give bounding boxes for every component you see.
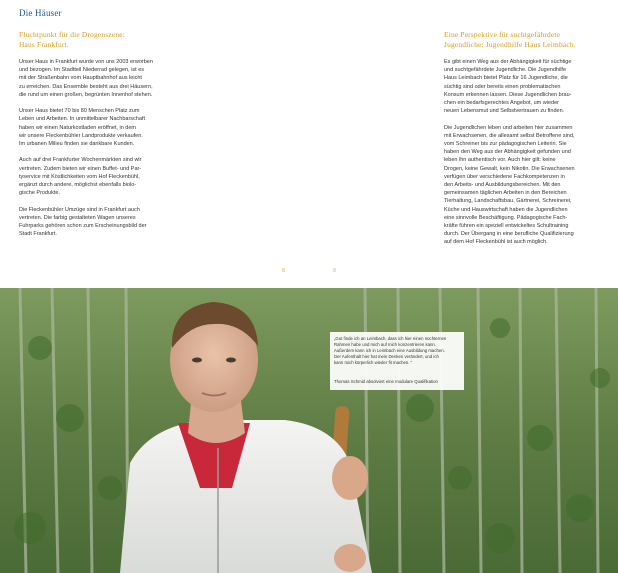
right-heading-line: Jugendliche: Jugendhilfe Haus Leimbach.	[444, 39, 576, 49]
left-paragraph: Die Fleckenbühler Umzüge sind in Frankfurt auch vertreten. Die farbig gestalteten Wagen unseres Fuhrparks gehören schon zum Erscheinungsbild der Stadt Frankfurt.	[19, 206, 147, 238]
page-number-right: 9	[333, 268, 336, 274]
right-paragraph: Es gibt einen Weg aus der Abhängigkeit für süchtige und suchtgefährdete Jugendliche. Die Jugendhilfe Haus Leimbach bietet Platz für 16 Jugendliche, die süchtig sind oder bereits einen problematischen Konsum erkennen lassen. Diese Jugendlichen brau- chen ein bedarfsgerechtes Angebot, um wieder neuen Lebensmut und Selbstvertrauen zu finden.	[444, 59, 572, 115]
left-paragraph: Auch auf drei Frankfurter Wochenmärkten sind wir vertreten. Zudem bieten wir einen Buffet- und Par- tyservice mit Köstlichkeiten vom Hof Fleckenbühl, ergänzt durch andere, möglichst ebenfalls biolo- gische Produkte.	[19, 157, 142, 197]
left-paragraph: Unser Haus in Frankfurt wurde von uns 2003 erworben und bezogen. Im Stadtteil Niederrad gelegen, ist es mit der Straßenbahn vom Hauptbahnhof aus leicht zu erreichen. Das Ensemble besteht aus drei Häusern, die rund um einen großen, begrünten Innenhof stehen.	[19, 59, 153, 98]
right-heading-line: Eine Perspektive für suchtgefährdete	[444, 30, 561, 39]
quote-box	[330, 332, 464, 390]
quote-caption: Thomas Schmid absolviert eine modulare Qualifikation	[334, 379, 438, 384]
photo-young-man-in-greenhouse	[0, 288, 618, 573]
left-heading-line: Haus Frankfurt.	[19, 39, 69, 49]
quote-text: „Gut finde ich an Leimbach, dass ich hier einen nüchternen Rahmen habe und mich auf mich konzentrieren kann. Außerdem kann ich in Leimbach eine Ausbildung machen. Der Aufenthalt hier hat mein Denken verändert, und ich kann mich körperlich wieder fit machen. “	[334, 336, 447, 366]
right-heading	[444, 30, 576, 49]
section-title: Die Häuser	[19, 8, 62, 18]
left-heading-line: Fluchtpunkt für die Drogenszene:	[19, 30, 125, 39]
photo-illustration	[0, 288, 618, 573]
left-heading	[19, 30, 125, 49]
right-column	[444, 58, 614, 255]
left-column	[19, 58, 199, 247]
right-paragraph: Die Jugendlichen leben und arbeiten hier zusammen mit Erwachsenen, die allesamt selbst Betroffene sind, vom Schreiner bis zur pädagogischen Leiterin. Sie haben den Weg aus der Abhängigkeit gefunden und leben ihn authentisch vor. Auch hier gilt: keine Drogen, keine Gewalt, kein Nikotin. Die Erwachsenen verfügen über verschiedene Fachkompetenzen in den Arbeits- und Ausbildungsbereichen. Mit den gemeinsamen täglichen Arbeiten in den Bereichen Tierhaltung, Landschaftsbau, Gärtnerei, Schreinerei, Küche und Hauswirtschaft haben die Jugendlichen eine sinnvolle Beschäftigung. Pädagogische Fach- kräfte führen ein speziell entwickeltes Schultraining durch. Der Übergang in eine berufliche Qualifizierung auf dem Hof Fleckenbühl ist auch möglich.	[444, 124, 575, 246]
page-number-left: 8	[282, 268, 285, 274]
left-paragraph: Unser Haus bietet 70 bis 80 Menschen Platz zum Leben und Arbeiten. In unmittelbarer Nachbarschaft haben wir einen Naturkostladen eröffnet, in dem wir unsere Fleckenbühler Landprodukte verkaufen. Im urbanen Milieu finden sie dankbare Kunden.	[19, 108, 145, 148]
